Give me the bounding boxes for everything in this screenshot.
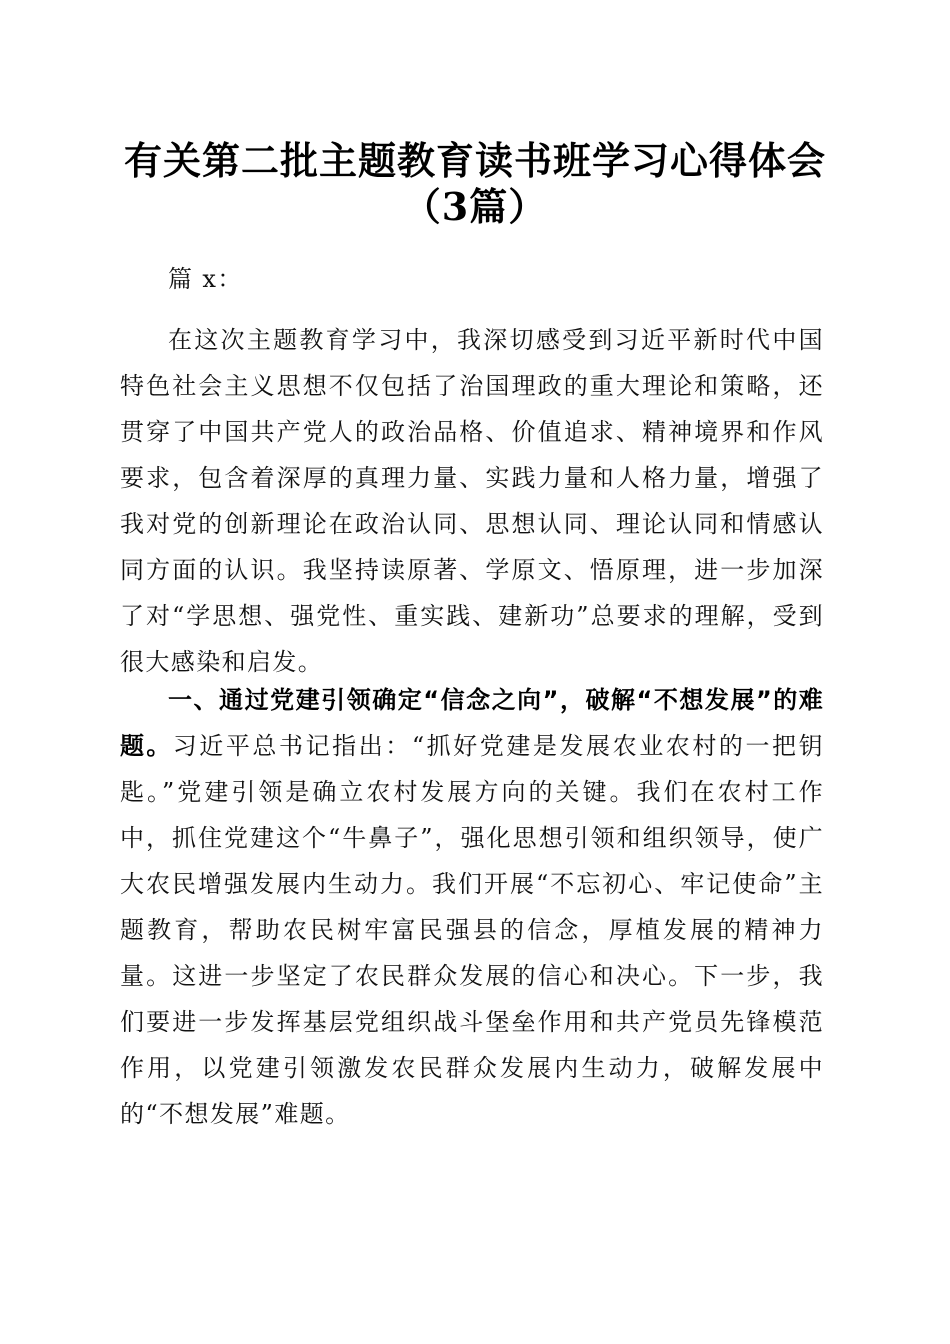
section-label: 篇 x： — [168, 265, 243, 293]
section-one-heading: 一、通过党建引领确定“信念之向”，破解“不想发展”的难题。 — [120, 686, 824, 760]
paragraph-section-one — [120, 677, 824, 1137]
document-title: 有关第二批主题教育读书班学习心得体会（3篇） — [123, 138, 826, 229]
section-one-body: 习近平总书记指出：“抓好党建是发展农业农村的一把钥匙。”党建引领是确立农村发展方向的关键。我们在农村工作中，抓住党建这个“牛鼻子”，强化思想引领和组织领导，使广大农民增强发展内生动力。我们开展“不忘初心、牢记使命”主题教育，帮助农民树牢富民强县的信念，厚植发展的精神力量。这进一步坚定了农民群众发展的信心和决心。下一步，我们要进一步发挥基层党组织战斗堡垒作用和共产党员先锋模范作用，以党建引领激发农民群众发展内生动力，破解发展中的“不想发展”难题。 — [120, 732, 824, 1128]
paragraph-intro: 在这次主题教育学习中，我深切感受到习近平新时代中国特色社会主义思想不仅包括了治国理政的重大理论和策略，还贯穿了中国共产党人的政治品格、价值追求、精神境界和作风要求，包含着深厚的真理力量、实践力量和人格力量，增强了我对党的创新理论在政治认同、思想认同、理论认同和情感认同方面的认识。我坚持读原著、学原文、悟原理，进一步加深了对“学思想、强党性、重实践、建新功”总要求的理解，受到很大感染和启发。 — [120, 326, 824, 676]
